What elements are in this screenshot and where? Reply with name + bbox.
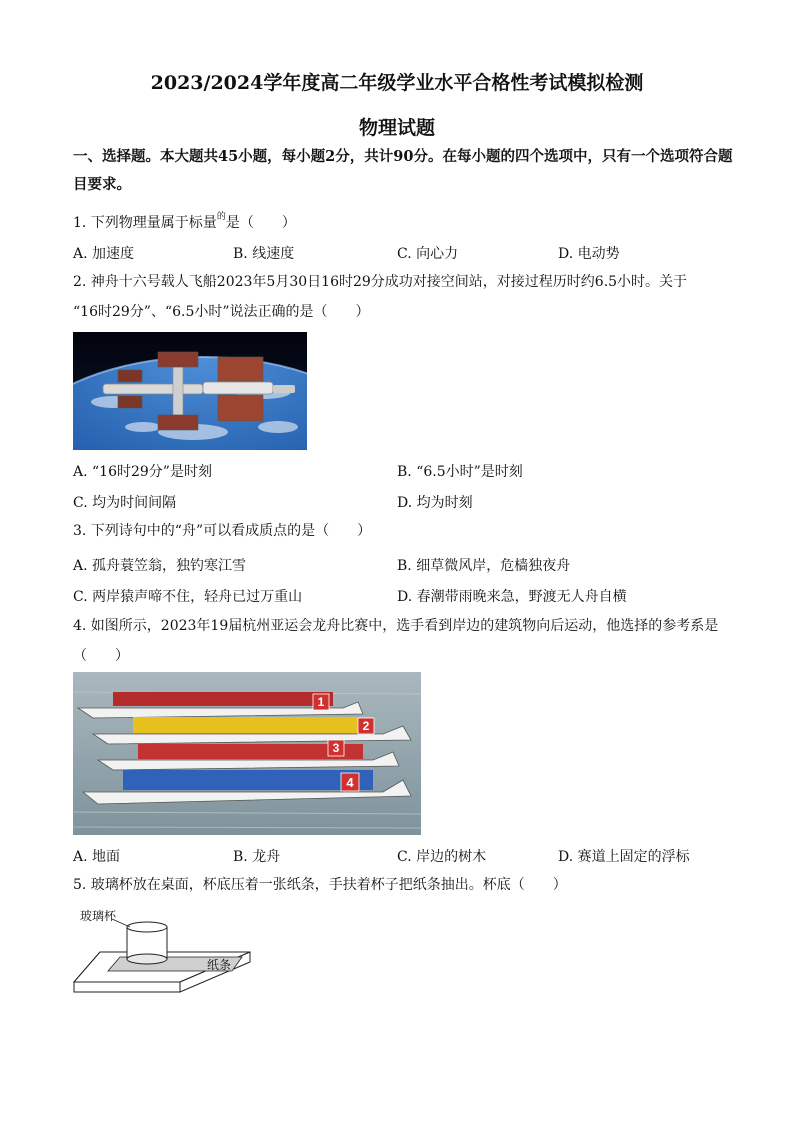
question-1-stem-sup: 的: [216, 212, 226, 222]
question-4-stem-line2: （ ）: [73, 648, 129, 664]
question-4-stem-line1: 4. 如图所示，2023年19届杭州亚运会龙舟比赛中，选手看到岸边的建筑物向后运动，他选择的参考系是: [73, 618, 719, 634]
question-4-option-b[interactable]: B. 龙舟: [233, 849, 281, 865]
question-1-stem-end: 是（ ）: [225, 215, 296, 231]
boat-number-3: 3: [332, 741, 340, 755]
question-4-option-c[interactable]: C. 岸边的树木: [397, 849, 487, 865]
question-2-option-d[interactable]: D. 均为时刻: [397, 495, 473, 511]
question-4-option-d[interactable]: D. 赛道上固定的浮标: [558, 849, 690, 865]
glass-cup-diagram: [72, 905, 252, 997]
paper-label: 纸条: [207, 958, 232, 972]
question-1-option-a[interactable]: A. 加速度: [73, 246, 135, 262]
question-1-stem-text: 1. 下列物理量属于标量: [73, 215, 217, 231]
question-1-option-d[interactable]: D. 电动势: [558, 246, 620, 262]
question-3-option-c[interactable]: C. 两岸猿声啼不住，轻舟已过万重山: [73, 589, 303, 605]
question-4-option-a[interactable]: A. 地面: [73, 849, 121, 865]
boat-number-1: 1: [317, 695, 325, 709]
boat-number-4: 4: [346, 775, 354, 790]
question-2-stem-line1: 2. 神舟十六号载人飞船2023年5月30日16时29分成功对接空间站，对接过程历时约6.5小时。关于: [73, 274, 688, 290]
boat-number-2: 2: [362, 719, 370, 733]
cup-label: 玻璃杯: [80, 909, 117, 923]
question-2-option-a[interactable]: A. “16时29分”是时刻: [73, 464, 212, 480]
question-2-stem-line2: “16时29分”、“6.5小时”说法正确的是（ ）: [73, 304, 370, 320]
question-1-stem: [73, 202, 733, 238]
question-3-stem: 3. 下列诗句中的“舟”可以看成质点的是（ ）: [73, 523, 372, 539]
question-1-option-b[interactable]: B. 线速度: [233, 246, 295, 262]
question-3-option-d[interactable]: D. 春潮带雨晚来急，野渡无人舟自横: [397, 589, 627, 605]
question-3-option-b[interactable]: B. 细草微风岸，危樯独夜舟: [397, 558, 571, 574]
space-station-photo: [73, 332, 307, 450]
exam-title: 2023/2024学年度高二年级学业水平合格性考试模拟检测: [150, 72, 644, 94]
question-2-option-c[interactable]: C. 均为时间间隔: [73, 495, 177, 511]
dragon-boat-photo: [73, 672, 421, 835]
question-5-stem: 5. 玻璃杯放在桌面，杯底压着一张纸条，手扶着杯子把纸条抽出。杯底（ ）: [73, 877, 567, 893]
question-3-option-a[interactable]: A. 孤舟蓑笠翁，独钓寒江雪: [73, 558, 247, 574]
section-heading: 一、选择题。本大题共45小题，每小题2分，共计90分。在每小题的四个选项中，只有一个选项符合题目要求。: [73, 148, 733, 193]
question-2-option-b[interactable]: B. “6.5小时”是时刻: [397, 464, 523, 480]
question-1-option-c[interactable]: C. 向心力: [397, 246, 459, 262]
exam-subtitle: 物理试题: [358, 117, 435, 139]
